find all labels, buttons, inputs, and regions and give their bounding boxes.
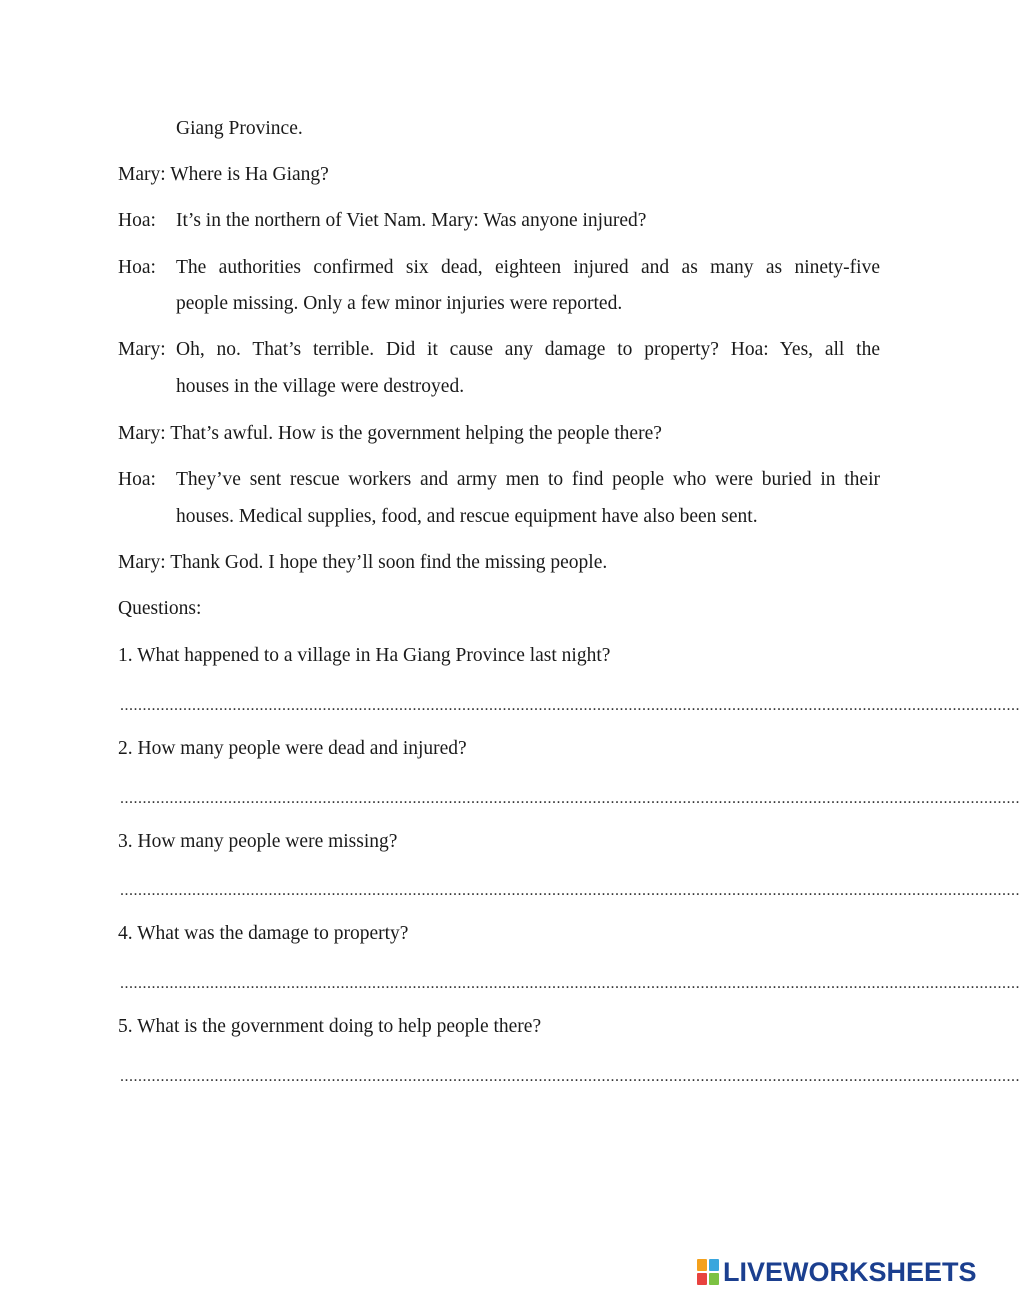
speaker-label: Mary: (118, 164, 166, 185)
logo-text: LIVEWORKSHEETS (723, 1256, 977, 1287)
logo-blocks-icon (697, 1259, 719, 1285)
dialogue-text: Oh, no. That’s terrible. Did it cause any damage to property? Hoa: Yes, all the (176, 339, 880, 360)
speaker-label: Mary: (118, 339, 166, 360)
speaker-label: Hoa: (118, 257, 156, 278)
question-5: 5. What is the government doing to help people there? (118, 1016, 542, 1037)
dialogue-text: They’ve sent rescue workers and army men to find people who were buried in their (176, 469, 880, 490)
dialogue-line-mary-3 (118, 416, 880, 452)
dialogue-text: It’s in the northern of Viet Nam. Mary: Was anyone injured? (176, 210, 647, 231)
speaker-label: Hoa: (118, 469, 156, 490)
answer-line-4[interactable]: ........................................................................................................................................................................................................ (120, 975, 1020, 992)
answer-line-2[interactable]: ........................................................................................................................................................................................................ (120, 790, 1020, 807)
questions-heading: Questions: (118, 598, 202, 619)
dialogue-line-mary-1 (118, 157, 880, 193)
dialogue-text: Where is Ha Giang? (170, 164, 329, 185)
speaker-label: Mary: (118, 423, 166, 444)
dialogue-text-cont: houses in the village were destroyed. (176, 376, 465, 397)
answer-line-1[interactable]: ........................................................................................................................................................................................................ (120, 697, 1020, 714)
dialogue-text: The authorities confirmed six dead, eighteen injured and as many as ninety-five (176, 257, 880, 278)
speaker-label: Mary: (118, 552, 166, 573)
dialogue-continuation: Giang Province. (176, 118, 303, 139)
question-3: 3. How many people were missing? (118, 831, 398, 852)
speaker-label: Hoa: (118, 210, 156, 231)
dialogue-text: Thank God. I hope they’ll soon find the missing people. (170, 552, 608, 573)
dialogue-text: That’s awful. How is the government helping the people there? (170, 423, 662, 444)
dialogue-text-cont: people missing. Only a few minor injuries were reported. (176, 293, 623, 314)
dialogue-line-mary-4 (118, 545, 880, 581)
liveworksheets-logo (697, 1254, 977, 1290)
answer-line-3[interactable]: ........................................................................................................................................................................................................ (120, 882, 1020, 899)
dialogue-line-hoa-1 (118, 203, 880, 239)
question-4: 4. What was the damage to property? (118, 923, 409, 944)
question-1: 1. What happened to a village in Ha Giang Province last night? (118, 645, 611, 666)
answer-line-5[interactable]: ........................................................................................................................................................................................................ (120, 1068, 1020, 1085)
question-2: 2. How many people were dead and injured? (118, 738, 467, 759)
dialogue-text-cont: houses. Medical supplies, food, and rescue equipment have also been sent. (176, 506, 758, 527)
